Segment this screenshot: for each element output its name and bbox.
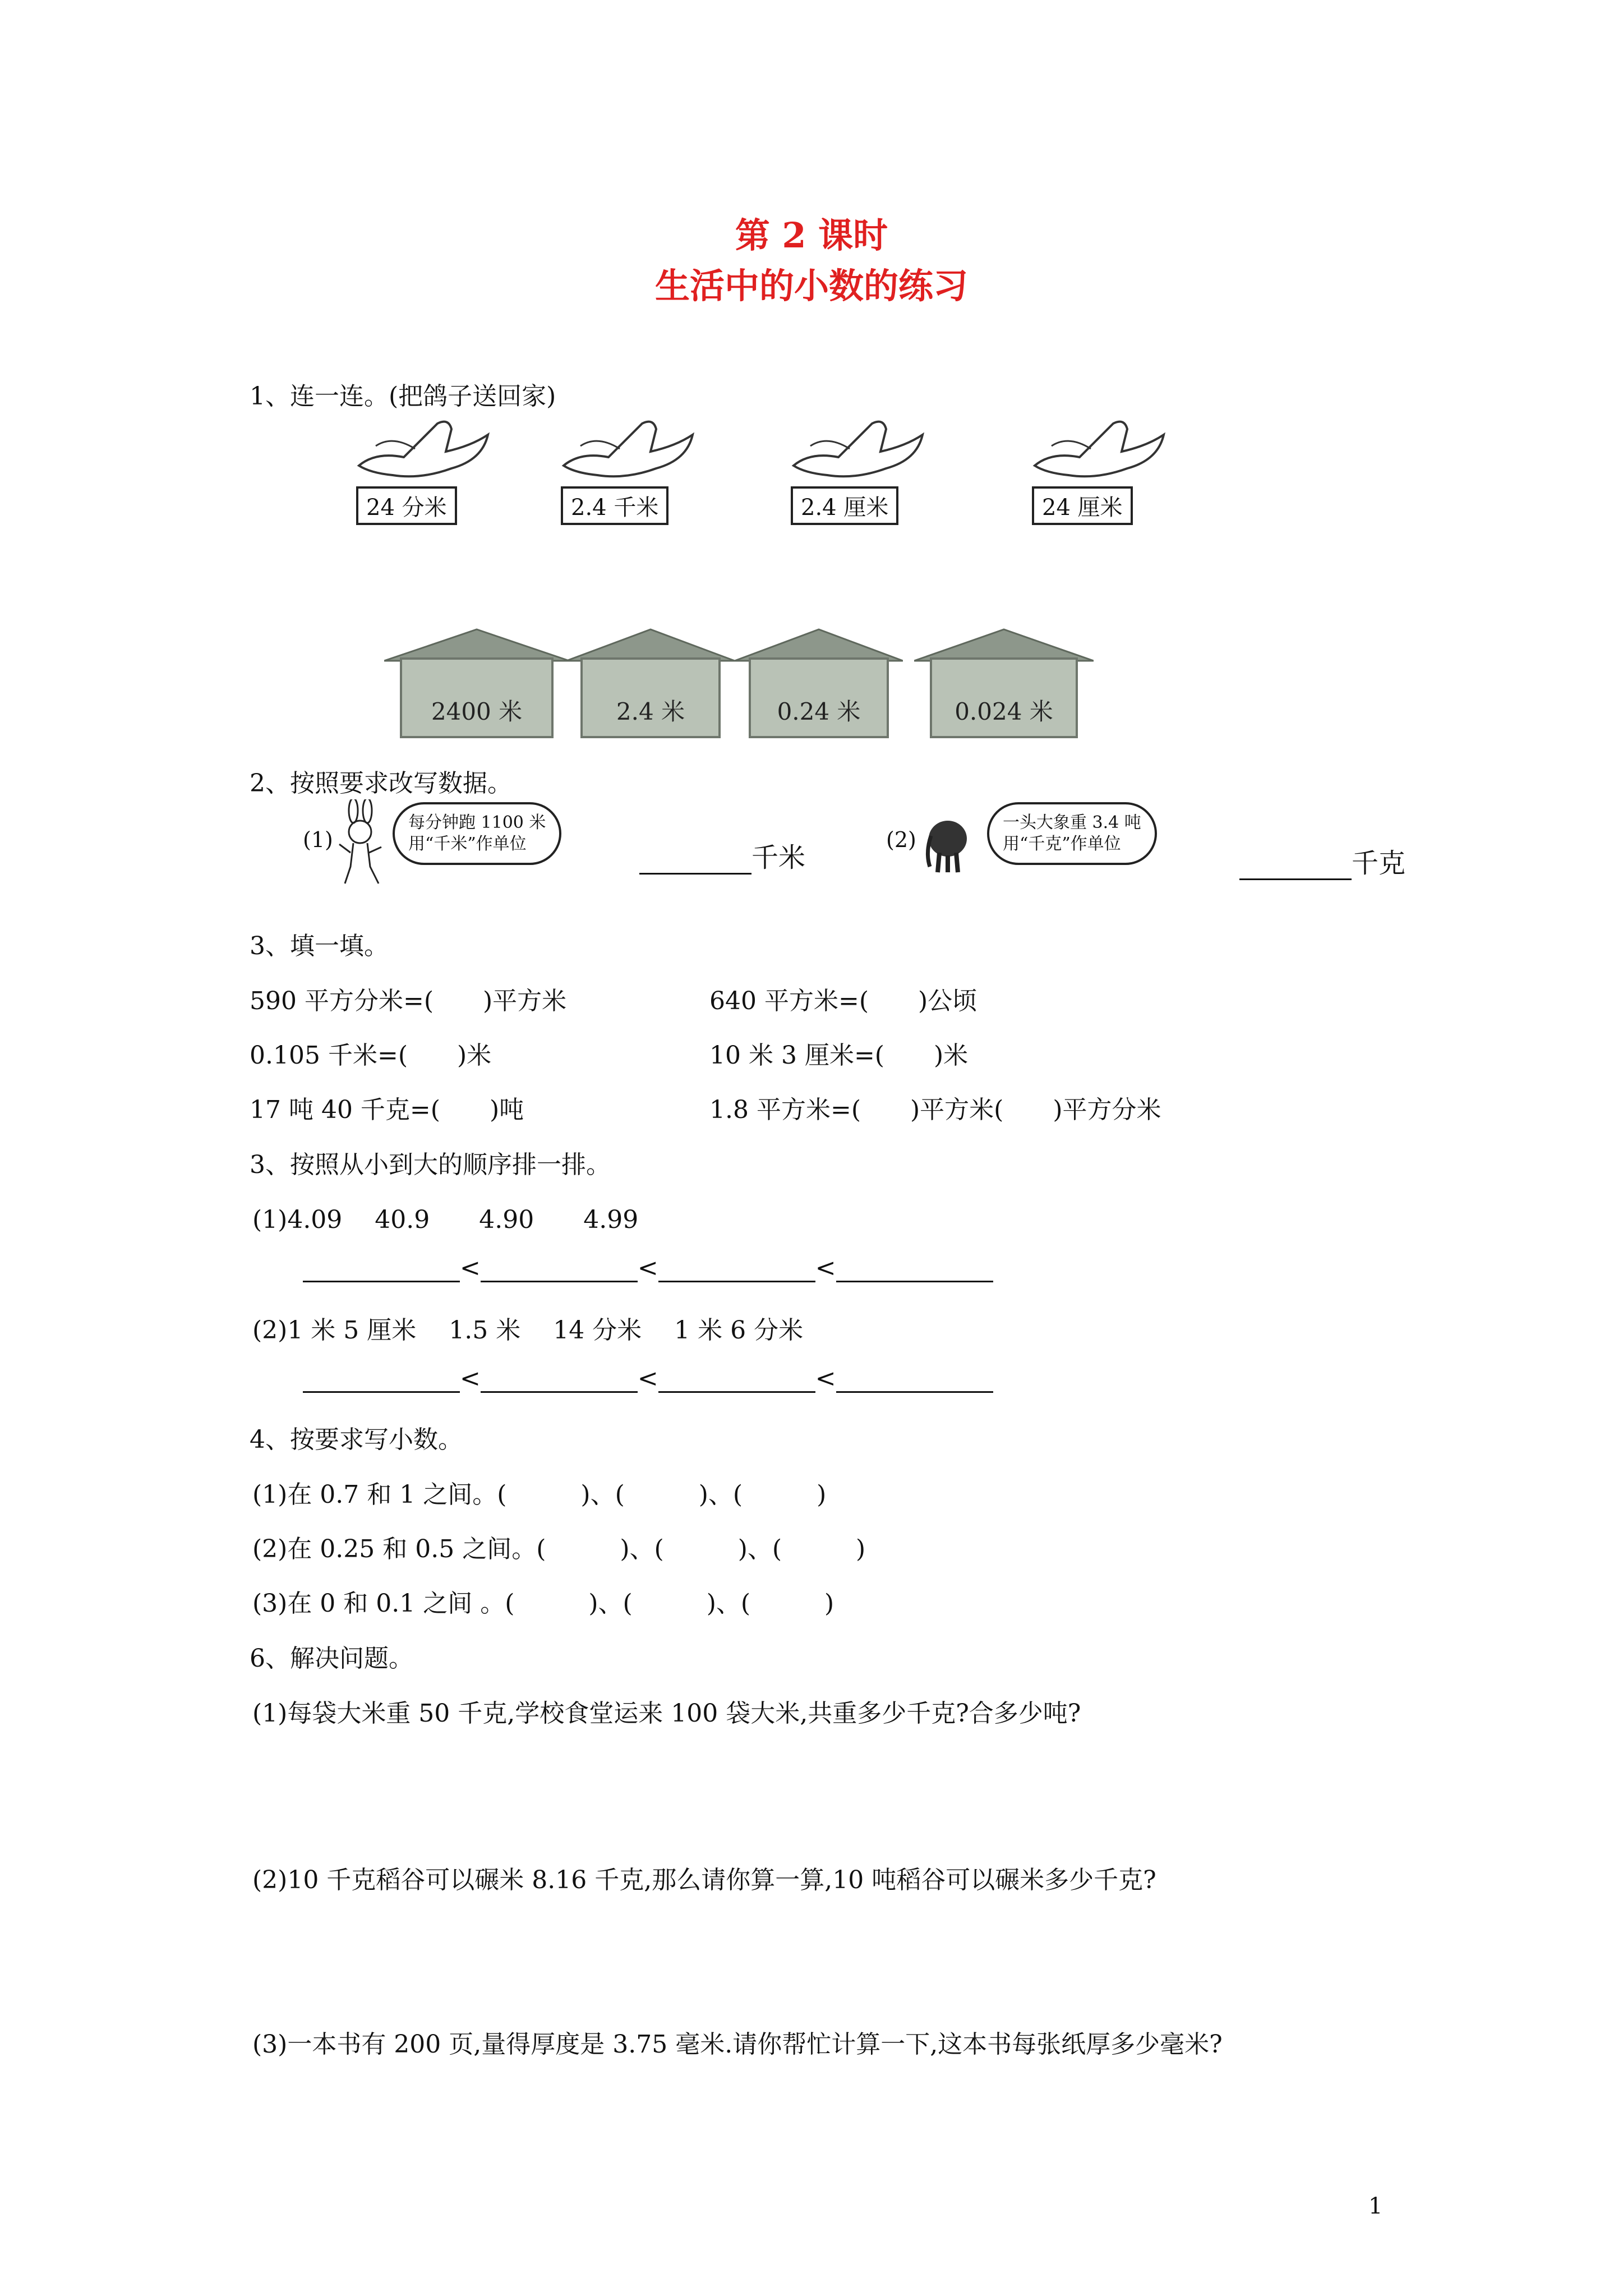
- q3b-item2: (2)1 米 5 厘米 1.5 米 14 分米 1 米 6 分米: [252, 1316, 804, 1345]
- q6-heading: 6、解决问题。: [250, 1644, 413, 1673]
- less-than-sign: <: [637, 1364, 658, 1393]
- bubble-text-line1: 每分钟跑 1100 米: [408, 813, 546, 832]
- bubble-text-line1: 一头大象重 3.4 吨: [1003, 813, 1141, 832]
- less-than-sign: <: [460, 1254, 481, 1282]
- lesson-label: 第 2 课时: [735, 215, 888, 256]
- house-label: 0.24 米: [777, 698, 861, 725]
- house-1: [384, 628, 569, 735]
- dove-label: 24 分米: [356, 486, 457, 525]
- q3-heading: 3、填一填。: [250, 932, 389, 960]
- answer-blank[interactable]: [481, 1256, 638, 1282]
- less-than-sign: <: [460, 1364, 481, 1393]
- answer-blank[interactable]: [658, 1256, 815, 1282]
- q3-row3-left: 17 吨 40 千克=( )吨: [250, 1096, 524, 1124]
- dove-card-2: [558, 412, 709, 519]
- q6-item3: (3)一本书有 200 页,量得厚度是 3.75 毫米.请你帮忙计算一下,这本书每张纸厚多少毫米?: [252, 2030, 1223, 2059]
- dove-card-3: [788, 412, 951, 519]
- answer-blank[interactable]: [303, 1256, 460, 1282]
- q3b-order-row-2: [303, 1364, 993, 1393]
- q1-heading: 1、连一连。(把鸽子送回家): [250, 382, 556, 411]
- q3b-item1: (1)4.09 40.9 4.90 4.99: [252, 1205, 639, 1234]
- rabbit-icon: [336, 799, 387, 889]
- q3-row3-right: 1.8 平方米=( )平方米( )平方分米: [709, 1096, 1161, 1124]
- bubble-text-line2: 用“千克”作单位: [1003, 834, 1121, 854]
- dove-card-4: [1029, 412, 1192, 519]
- roof-icon: [384, 628, 569, 662]
- speech-bubble-1: [393, 802, 561, 865]
- q6-item2: (2)10 千克稻谷可以碾米 8.16 千克,那么请你算一算,10 吨稻谷可以碾米多少千克?: [252, 1866, 1156, 1894]
- elephant-icon: [925, 813, 970, 875]
- q3-row2-right: 10 米 3 厘米=( )米: [709, 1041, 969, 1070]
- answer-blank[interactable]: [836, 1366, 993, 1393]
- answer-blank[interactable]: [836, 1256, 993, 1282]
- dove-icon: [353, 412, 494, 485]
- dove-label: 2.4 厘米: [791, 486, 898, 525]
- q6-item1: (1)每袋大米重 50 千克,学校食堂运来 100 袋大米,共重多少千克?合多少吨?: [252, 1699, 1081, 1728]
- q3b-heading: 3、按照从小到大的顺序排一排。: [250, 1151, 611, 1179]
- dove-icon: [1029, 412, 1169, 485]
- q2-heading: 2、按照要求改写数据。: [250, 769, 512, 798]
- less-than-sign: <: [815, 1254, 836, 1282]
- answer-blank[interactable]: [658, 1366, 815, 1393]
- answer-blank[interactable]: [481, 1366, 638, 1393]
- bubble-text-line2: 用“千米”作单位: [408, 834, 527, 854]
- q4-heading: 4、按要求写小数。: [250, 1425, 463, 1454]
- less-than-sign: <: [637, 1254, 658, 1282]
- q3b-order-row-1: [303, 1254, 993, 1282]
- unit-label: 千克: [1352, 848, 1406, 879]
- q4-item1: (1)在 0.7 和 1 之间。( )、( )、( ): [252, 1480, 827, 1509]
- roof-icon: [914, 628, 1094, 662]
- q2-item2-number: (2): [886, 827, 916, 852]
- q2-item1-number: (1): [303, 827, 333, 852]
- speech-bubble-2: [987, 802, 1157, 865]
- answer-blank[interactable]: [639, 848, 751, 875]
- q3-row1-left: 590 平方分米=( )平方米: [250, 987, 567, 1015]
- q2-answer-2: [1239, 841, 1405, 880]
- answer-blank[interactable]: [303, 1366, 460, 1393]
- q4-item2: (2)在 0.25 和 0.5 之间。( )、( )、( ): [252, 1535, 866, 1563]
- unit-label: 千米: [751, 842, 806, 873]
- q4-item3: (3)在 0 和 0.1 之间 。( )、( )、( ): [252, 1589, 834, 1618]
- q3-row2-left: 0.105 千米=( )米: [250, 1041, 492, 1070]
- dove-label: 24 厘米: [1032, 486, 1133, 525]
- roof-icon: [735, 628, 903, 662]
- dove-card-1: [353, 412, 494, 519]
- house-label: 2.4 米: [616, 698, 685, 725]
- page-title: 生活中的小数的练习: [654, 265, 968, 306]
- house-label: 2400 米: [431, 698, 523, 725]
- dove-icon: [788, 412, 928, 485]
- roof-icon: [566, 628, 735, 662]
- house-4: [914, 628, 1094, 735]
- house-2: [566, 628, 735, 735]
- q3-row1-right: 640 平方米=( )公顷: [709, 987, 978, 1015]
- page-number: 1: [1368, 2193, 1383, 2219]
- house-3: [735, 628, 903, 735]
- answer-blank[interactable]: [1239, 854, 1352, 880]
- dove-icon: [558, 412, 698, 485]
- less-than-sign: <: [815, 1364, 836, 1393]
- q2-answer-1: [639, 836, 805, 875]
- dove-label: 2.4 千米: [561, 486, 668, 525]
- house-label: 0.024 米: [955, 698, 1053, 725]
